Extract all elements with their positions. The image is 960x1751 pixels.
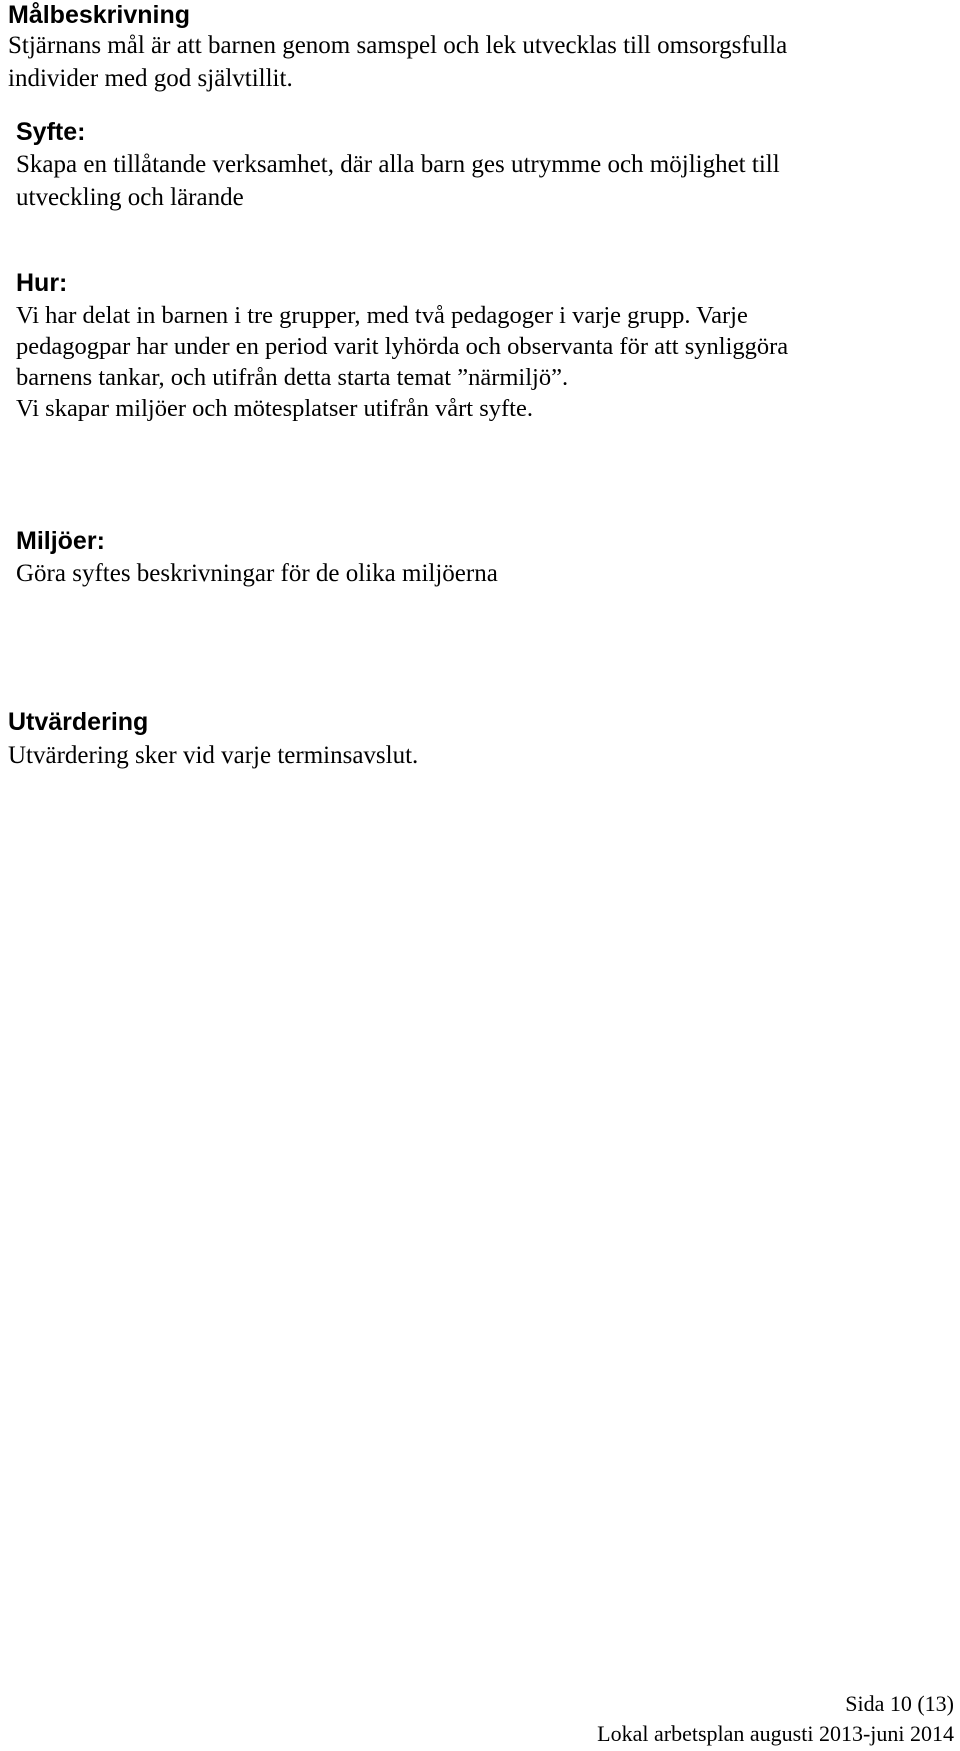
heading-hur: Hur: <box>16 269 68 297</box>
heading-malbeskrivning: Målbeskrivning <box>8 1 190 29</box>
page-number: Sida 10 (13) <box>845 1691 954 1716</box>
paragraph-utvardering <box>8 739 418 772</box>
paragraph-syfte <box>16 148 780 214</box>
text-line: utveckling och lärande <box>16 184 244 211</box>
document-title-footer: Lokal arbetsplan augusti 2013-juni 2014 <box>597 1721 954 1746</box>
text-line: Skapa en tillåtande verksamhet, där alla barn ges utrymme och möjlighet till <box>16 151 780 178</box>
paragraph-malbeskrivning <box>8 29 787 95</box>
text-line: Vi har delat in barnen i tre grupper, med två pedagoger i varje grupp. Varje <box>16 302 748 329</box>
text-line: individer med god självtillit. <box>8 65 293 92</box>
text-line: Vi skapar miljöer och mötesplatser utifrån vårt syfte. <box>16 395 533 422</box>
paragraph-hur <box>16 300 788 424</box>
text-line: Göra syftes beskrivningar för de olika miljöerna <box>16 560 498 587</box>
paragraph-miljoer <box>16 557 498 590</box>
text-line: barnens tankar, och utifrån detta starta temat ”närmiljö”. <box>16 364 569 391</box>
heading-utvardering: Utvärdering <box>8 708 149 736</box>
text-line: pedagogpar har under en period varit lyhörda och observanta för att synliggöra <box>16 333 789 360</box>
heading-miljoer: Miljöer: <box>16 527 105 555</box>
text-line: Utvärdering sker vid varje terminsavslut. <box>8 742 419 769</box>
text-line: Stjärnans mål är att barnen genom samspel och lek utvecklas till omsorgsfulla <box>8 32 788 59</box>
heading-syfte: Syfte: <box>16 118 86 146</box>
